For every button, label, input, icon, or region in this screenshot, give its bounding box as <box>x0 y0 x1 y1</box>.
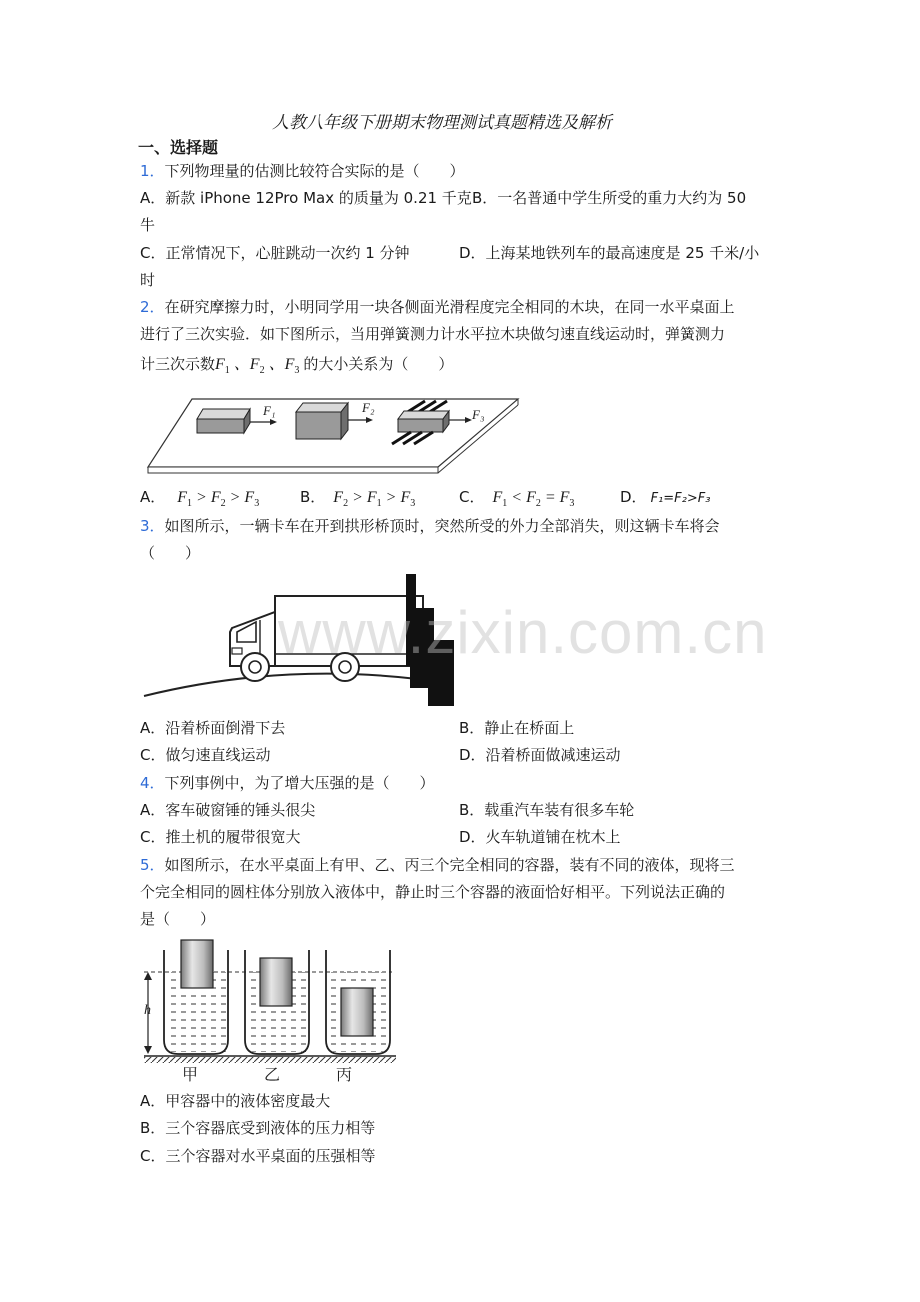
force-label-f1: F₁ <box>263 403 276 418</box>
q3-option-d: D．沿着桥面做减速运动 <box>459 746 621 764</box>
q2-option-b <box>300 487 415 514</box>
height-label-h: h <box>144 1003 151 1018</box>
question-2-text-3b: 的大小关系为（ ） <box>303 355 454 373</box>
q5-option-b: B．三个容器底受到液体的压力相等 <box>140 1119 376 1137</box>
q3-option-a: A．沿着桥面倒滑下去 <box>140 719 286 737</box>
question-4-stem <box>140 773 435 793</box>
force-label-f2: F₂ <box>362 400 375 415</box>
q2-option-d-formula: F₁=F₂>F₃ <box>650 491 711 506</box>
q2-option-b-label: B． <box>300 488 326 506</box>
q2-option-a-label: A． <box>140 488 166 506</box>
container-yi <box>245 950 309 1054</box>
question-3-line-2: （ ） <box>140 544 201 562</box>
q1-option-a: A．新款 iPhone 12Pro Max 的质量为 0.21 千克 <box>140 189 472 207</box>
question-2-text-3a: 计三次示数 <box>140 355 216 373</box>
formula-f-list: $F_1$ 、$F_2$ 、$F_3$ <box>215 356 300 377</box>
page-title: 人教八年级下册期末物理测试真题精选及解析 <box>272 113 612 133</box>
question-1-stem <box>140 161 465 181</box>
q1-option-d: D．上海某地铁列车的最高速度是 25 千米/小 <box>459 244 760 262</box>
q3-option-b: B．静止在桥面上 <box>459 719 575 737</box>
friction-experiment-figure <box>140 385 520 475</box>
question-4-number: 4． <box>140 774 165 792</box>
q1-option-b: B．一名普通中学生所受的重力大约为 50 <box>472 189 747 207</box>
q2-option-a <box>140 487 259 514</box>
containers-figure <box>140 936 400 1086</box>
truck-wheel-front <box>241 653 269 681</box>
question-3-line-1 <box>140 516 720 536</box>
question-2-line-3 <box>140 354 453 381</box>
section-heading: 一、选择题 <box>138 138 219 157</box>
q1-option-c: C．正常情况下，心脏跳动一次约 1 分钟 <box>140 244 410 262</box>
q1-option-b-cont: 牛 <box>140 216 156 234</box>
question-3-text-1: 如图所示，一辆卡车在开到拱形桥顶时，突然所受的外力全部消失，则这辆卡车将会 <box>164 517 720 535</box>
container-label-jia: 甲 <box>182 1065 199 1084</box>
q2-option-c-label: C． <box>459 488 485 506</box>
container-jia <box>164 940 228 1054</box>
q3-option-c: C．做匀速直线运动 <box>140 746 271 764</box>
question-5-line-1 <box>140 855 735 875</box>
question-5-text-1: 如图所示，在水平桌面上有甲、乙、丙三个完全相同的容器，装有不同的液体，现将三 <box>164 856 735 874</box>
question-2-number: 2． <box>140 298 165 316</box>
q5-option-c: C．三个容器对水平桌面的压强相等 <box>140 1147 376 1165</box>
question-1-number: 1． <box>140 162 165 180</box>
question-5-line-2: 个完全相同的圆柱体分别放入液体中，静止时三个容器的液面恰好相平。下列说法正确的 <box>140 883 726 901</box>
container-label-bing: 丙 <box>336 1065 353 1084</box>
q2-option-a-formula: $F_1 > F_2 > F_3$ <box>177 489 260 510</box>
q4-option-a: A．客车破窗锤的锤头很尖 <box>140 801 316 819</box>
q4-option-c: C．推土机的履带很宽大 <box>140 828 301 846</box>
q2-option-c <box>459 487 574 514</box>
q4-option-d: D．火车轨道铺在枕木上 <box>459 828 621 846</box>
q2-option-b-formula: $F_2 > F_1 > F_3$ <box>333 489 416 510</box>
force-label-f3: F₃ <box>472 407 485 422</box>
question-4-text: 下列事例中，为了增大压强的是（ ） <box>164 774 435 792</box>
q4-option-b: B．载重汽车装有很多车轮 <box>459 801 635 819</box>
question-5-number: 5． <box>140 856 165 874</box>
q2-option-c-formula: $F_1 < F_2 = F_3$ <box>492 489 575 510</box>
question-1-text: 下列物理量的估测比较符合实际的是（ ） <box>164 162 465 180</box>
watermark-text: www.zixin.com.cn <box>278 599 768 666</box>
container-bing <box>326 950 390 1054</box>
question-5-line-3: 是（ ） <box>140 910 216 928</box>
question-3-number: 3． <box>140 517 165 535</box>
q5-option-a: A．甲容器中的液体密度最大 <box>140 1092 331 1110</box>
q2-option-d-label: D． <box>620 488 647 506</box>
question-2-line-1 <box>140 297 735 317</box>
q2-option-d <box>620 487 710 509</box>
container-label-yi: 乙 <box>264 1065 281 1084</box>
q1-option-d-cont: 时 <box>140 271 156 289</box>
question-2-line-2: 进行了三次实验．如下图所示，当用弹簧测力计水平拉木块做匀速直线运动时，弹簧测力 <box>140 325 726 343</box>
question-2-text-1: 在研究摩擦力时，小明同学用一块各侧面光滑程度完全相同的木块，在同一水平桌面上 <box>164 298 735 316</box>
